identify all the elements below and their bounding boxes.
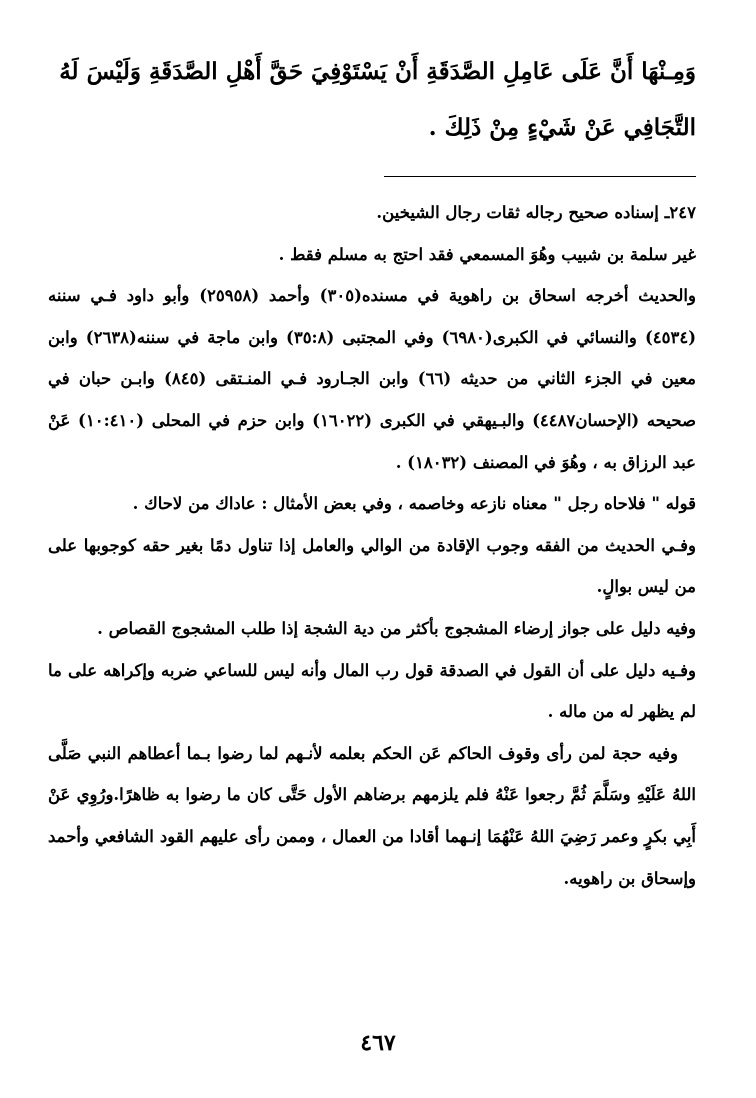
footnote-divider — [384, 176, 696, 177]
hadith-main-text — [48, 44, 696, 156]
footnote-paragraph: وفيه حجة لمن رأى وقوف الحاكم عَن الحكم بعلمه لأنـهم لما رضوا بـما أعطاهم النبي صَلَّى اللهُ عَلَيْهِ وسَلَّمَ ثُمَّ رجعوا عَنْهُ فلم يلزمهم برضاهم الأول حَتَّى كان ما رضوا به ظاهرًا.ورُوِي عَنْ أَبِي بكرٍ وعمر رَضِيَ اللهُ عَنْهُمَا إنـهما أقادا من العمال ، وممن رأى عليهم القود الشافعي وأحمد وإسحاق بن راهويه. — [48, 743, 696, 888]
footnote-paragraph: وفـي الحديث من الفقه وجوب الإقادة من الوالي والعامل إذا تناول دمًا بغير حقه كوجوبها على من ليس بوالٍ. — [48, 535, 696, 597]
main-text-line: وَمِـنْهَا أَنَّ عَلَى عَامِلِ الصَّدَقَةِ أَنْ يَسْتَوْفِيَ حَقَّ أَهْلِ الصَّدَقَةِ وَلَيْسَ لَهُ — [59, 58, 696, 85]
footnote-paragraph: قوله " فلاحاه رجل " معناه نازعه وخاصمه ، وفي بعض الأمثال : عاداك من لاحاك . — [132, 494, 696, 514]
footnote-paragraph: وفـيه دليل على أن القول في الصدقة قول رب المال وأنه ليس للساعي ضربه وإكراهه على ما لم يظهر له من ماله . — [48, 660, 696, 722]
footnotes-section — [48, 192, 696, 899]
main-text-line: التَّجَافِي عَنْ شَيْءٍ مِنْ ذَلِكَ . — [428, 114, 696, 141]
footnote-hadith-number: ٢٤٧ـ إسناده صحيح رجاله ثقات رجال الشيخين. — [376, 203, 696, 222]
footnote-paragraph: والحديث أخرجه اسحاق بن راهوية في مسنده(٣٠٥) وأحمد (٢٥٩٥٨) وأبو داود فـي سننه (٤٥٣٤) والنسائي في الكبرى(٦٩٨٠) وفي المجتبى (٣٥:٨) وابن ماجة في سننه(٢٦٣٨) وابن معين في الجزء الثاني من حديثه (٦٦) وابن الجـارود فـي المنـتقى (٨٤٥) وابـن حبان في صحيحه (الإحسان٤٤٨٧) والبـيهقي في الكبرى (١٦٠٢٢) وابن حزم في المحلى (١٠:٤١٠) عَنْ عبد الرزاق به ، وهُوَ في المصنف (١٨٠٣٢) . — [48, 286, 697, 472]
footnote-paragraph: وفيه دليل على جواز إرضاء المشجوج بأكثر من دية الشجة إذا طلب المشجوج القصاص . — [97, 618, 696, 638]
page-number: ٤٦٧ — [360, 1030, 396, 1056]
footnote-paragraph: غير سلمة بن شبيب وهُوَ المسمعي فقد احتج به مسلم فقط . — [278, 244, 696, 264]
